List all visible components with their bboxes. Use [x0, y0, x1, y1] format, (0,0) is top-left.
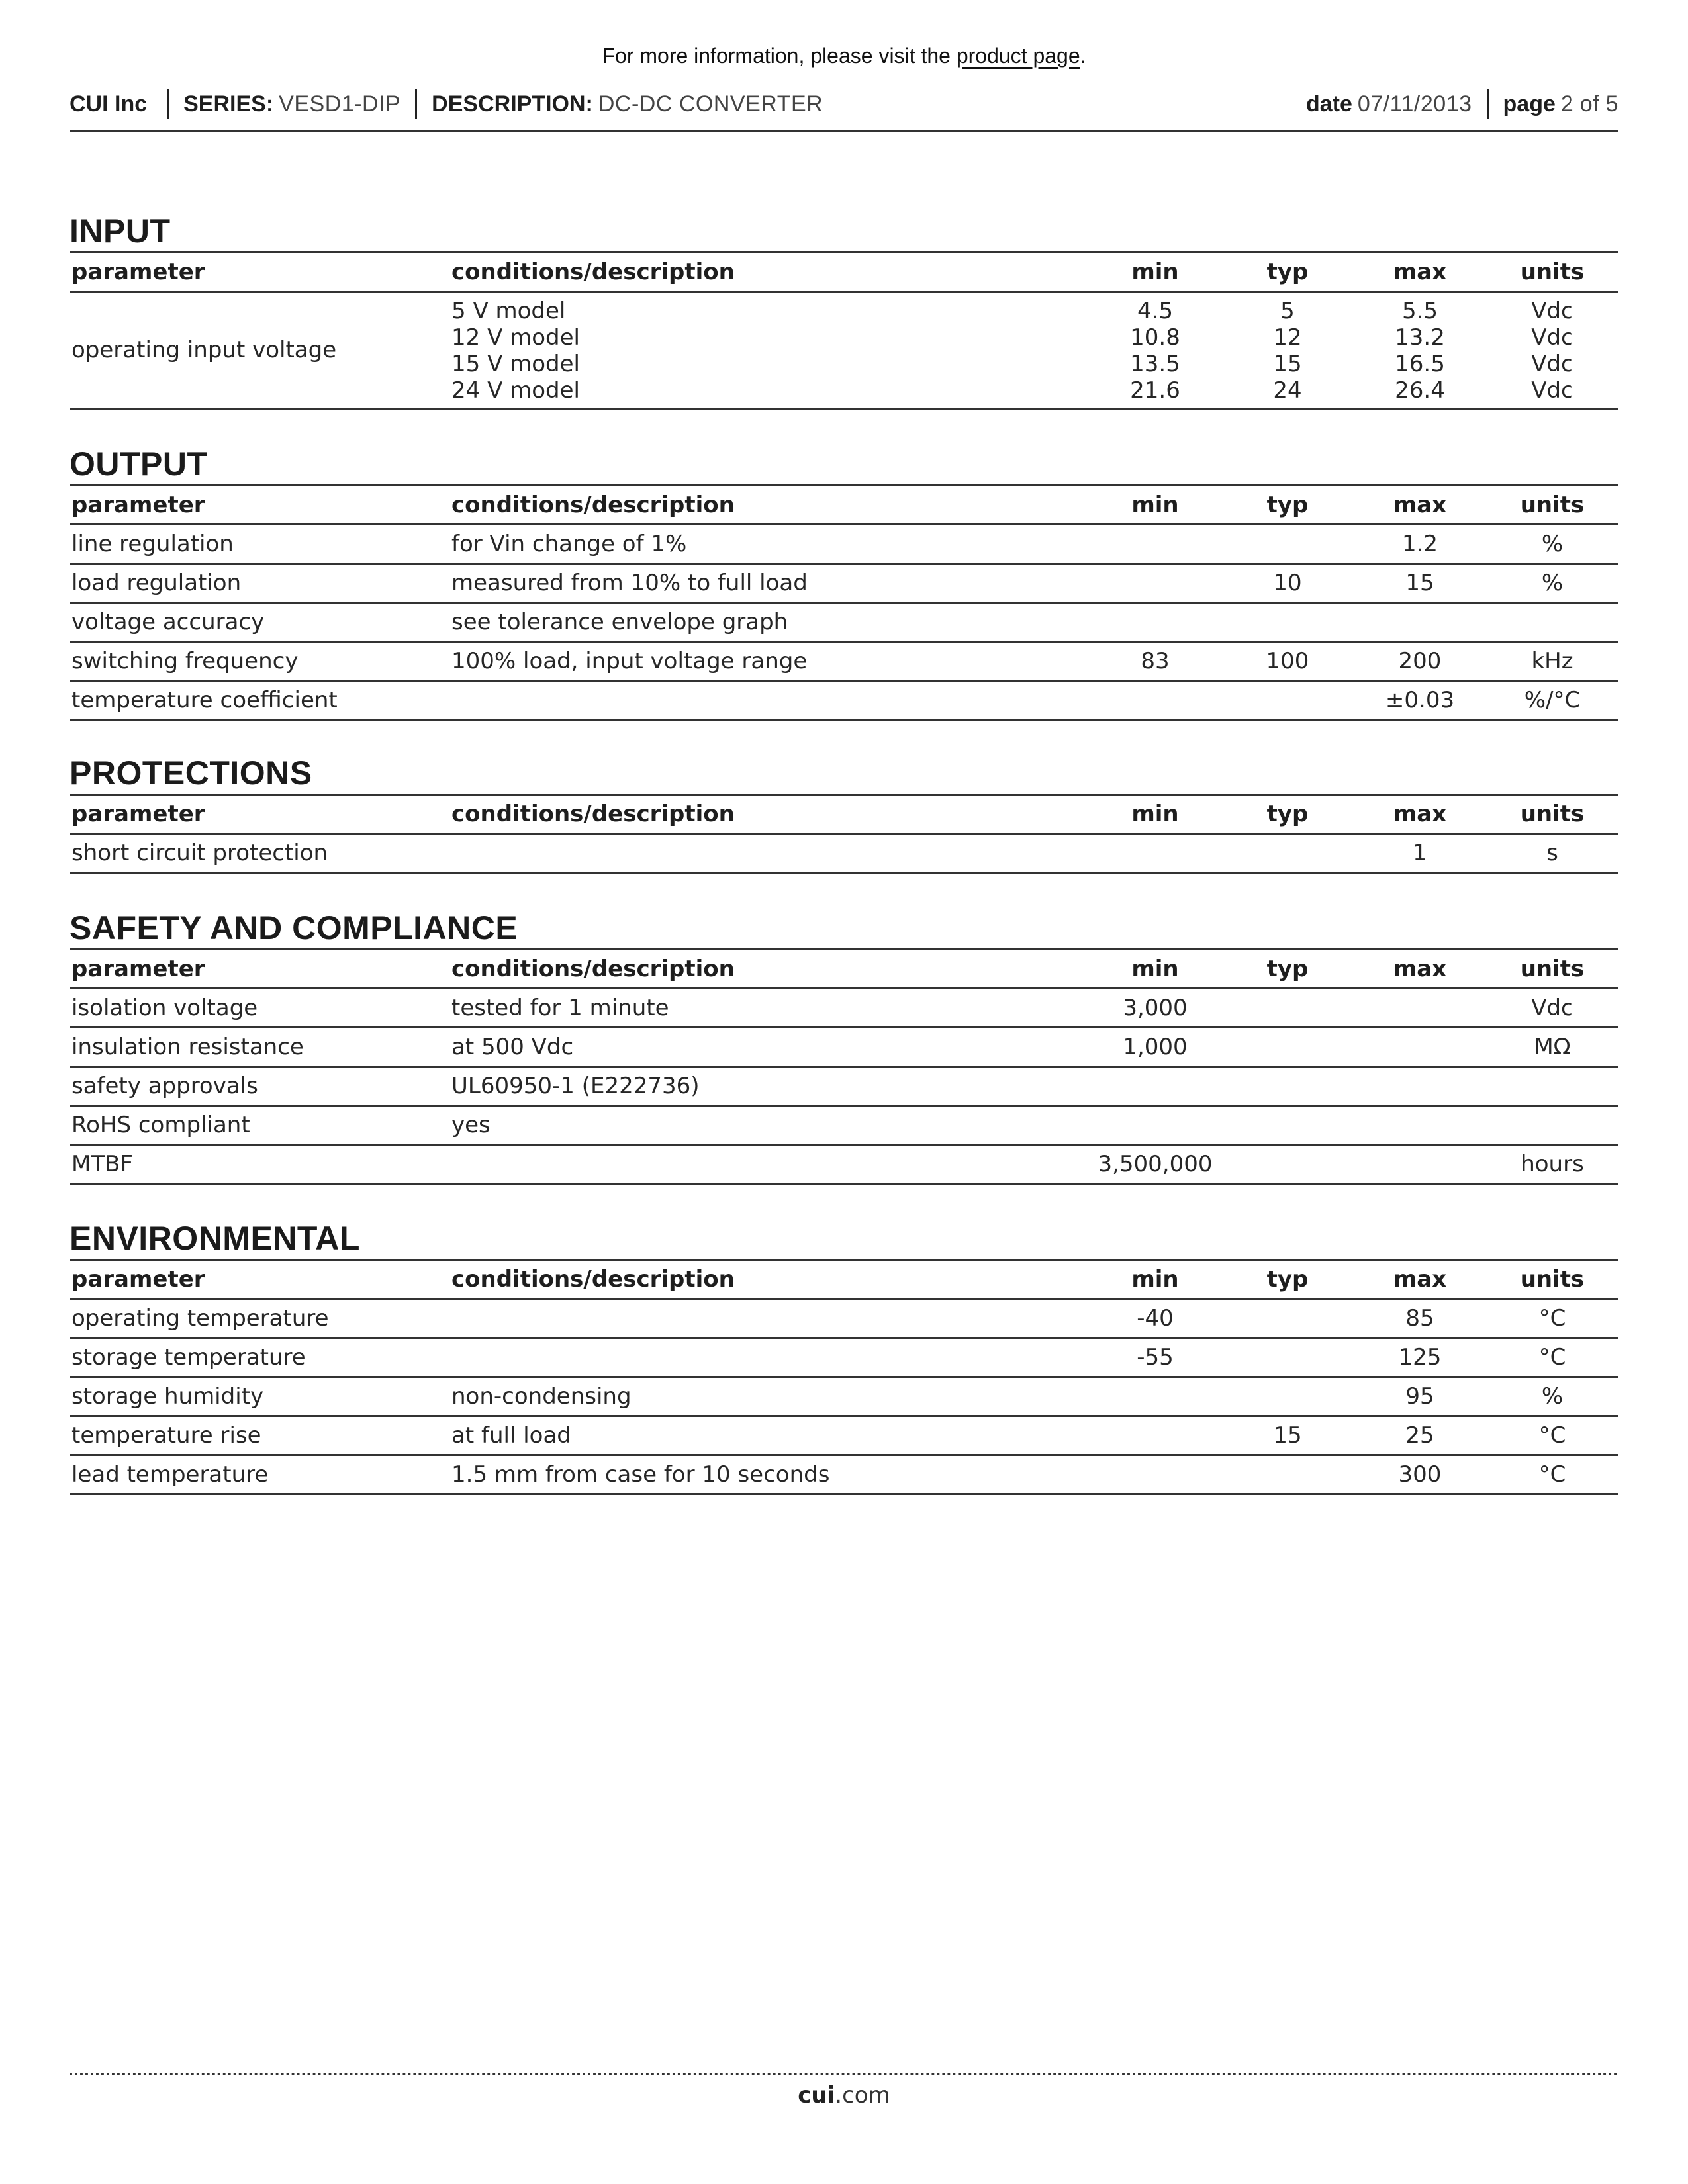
cell-conditions: non-condensing — [449, 1377, 1089, 1416]
cell-max — [1354, 603, 1486, 642]
company-name: CUI Inc — [70, 91, 148, 116]
footer-website[interactable] — [0, 2082, 1688, 2109]
cell-max — [1354, 1145, 1486, 1184]
table-row — [70, 525, 1618, 564]
cell-units: % — [1486, 525, 1618, 564]
table-header-row — [70, 795, 1618, 834]
cell-line: 24 — [1273, 377, 1302, 404]
cell-max — [1354, 989, 1486, 1028]
cell-min — [1089, 603, 1221, 642]
cell-units: % — [1486, 564, 1618, 603]
col-min: min — [1089, 486, 1221, 525]
page-label: page — [1503, 91, 1556, 116]
footer-divider — [70, 2073, 1618, 2075]
table-row — [70, 292, 1618, 409]
cell-max — [1354, 292, 1486, 409]
series-info — [183, 91, 400, 117]
cell-line: 24 V model — [451, 377, 581, 404]
product-info-prefix: For more information, please visit the — [602, 44, 957, 68]
cell-typ — [1221, 834, 1354, 873]
cell-conditions: see tolerance envelope graph — [449, 603, 1089, 642]
table-row — [70, 1028, 1618, 1067]
cell-line: 13.5 — [1130, 351, 1180, 377]
col-conditions: conditions/description — [449, 1260, 1089, 1299]
table-row — [70, 603, 1618, 642]
cell-units: % — [1486, 1377, 1618, 1416]
col-units: units — [1486, 795, 1618, 834]
table-row — [70, 1067, 1618, 1106]
cell-line: 5.5 — [1401, 298, 1438, 324]
cell-typ — [1221, 1106, 1354, 1145]
table-row — [70, 989, 1618, 1028]
cell-conditions — [449, 834, 1089, 873]
page-header — [70, 87, 1618, 132]
cell-parameter: switching frequency — [70, 642, 449, 681]
safety-table — [70, 948, 1618, 1185]
cell-parameter: RoHS compliant — [70, 1106, 449, 1145]
cell-conditions — [449, 681, 1089, 720]
cell-units: °C — [1486, 1416, 1618, 1455]
cell-min: 1,000 — [1089, 1028, 1221, 1067]
date-info — [1306, 91, 1472, 117]
series-label: SERIES: — [183, 91, 274, 116]
cell-parameter: MTBF — [70, 1145, 449, 1184]
cell-max: 125 — [1354, 1338, 1486, 1377]
col-parameter: parameter — [70, 950, 449, 989]
cell-parameter: short circuit protection — [70, 834, 449, 873]
cell-typ — [1221, 525, 1354, 564]
table-header-row — [70, 253, 1618, 292]
cell-max: 15 — [1354, 564, 1486, 603]
cell-parameter: lead temperature — [70, 1455, 449, 1494]
table-row — [70, 681, 1618, 720]
footer-site-rest: .com — [835, 2082, 890, 2109]
output-table — [70, 484, 1618, 721]
cell-parameter: operating input voltage — [70, 292, 449, 409]
cell-typ — [1221, 603, 1354, 642]
cell-min: 3,500,000 — [1089, 1145, 1221, 1184]
cell-max — [1354, 1028, 1486, 1067]
col-min: min — [1089, 950, 1221, 989]
col-max: max — [1354, 253, 1486, 292]
page-current: 2 — [1560, 91, 1574, 116]
cell-line: 10.8 — [1130, 324, 1180, 351]
cell-max: 300 — [1354, 1455, 1486, 1494]
col-units: units — [1486, 950, 1618, 989]
cell-line: 5 V model — [451, 298, 566, 324]
cell-conditions: 100% load, input voltage range — [449, 642, 1089, 681]
cell-min: 83 — [1089, 642, 1221, 681]
cell-line: Vdc — [1531, 324, 1573, 351]
cell-line: 16.5 — [1395, 351, 1445, 377]
cell-typ — [1221, 292, 1354, 409]
col-typ: typ — [1221, 950, 1354, 989]
cell-min — [1089, 525, 1221, 564]
page-info — [1503, 91, 1618, 117]
cell-conditions: yes — [449, 1106, 1089, 1145]
table-row — [70, 1377, 1618, 1416]
cell-min — [1089, 1106, 1221, 1145]
input-section — [70, 210, 1618, 410]
cell-min — [1089, 681, 1221, 720]
cell-line: 12 V model — [451, 324, 581, 351]
cell-units: s — [1486, 834, 1618, 873]
cell-max: 25 — [1354, 1416, 1486, 1455]
cell-conditions — [449, 1338, 1089, 1377]
cell-min: -40 — [1089, 1299, 1221, 1338]
cell-typ: 100 — [1221, 642, 1354, 681]
cell-max: ±0.03 — [1354, 681, 1486, 720]
cell-parameter: insulation resistance — [70, 1028, 449, 1067]
cell-max: 1 — [1354, 834, 1486, 873]
cell-units — [1486, 1106, 1618, 1145]
cell-line: 12 — [1273, 324, 1302, 351]
cell-units: °C — [1486, 1455, 1618, 1494]
cell-units: °C — [1486, 1299, 1618, 1338]
page-of: of — [1579, 91, 1600, 116]
col-conditions: conditions/description — [449, 950, 1089, 989]
col-units: units — [1486, 486, 1618, 525]
section-title: INPUT — [70, 212, 171, 250]
cell-conditions: measured from 10% to full load — [449, 564, 1089, 603]
output-section — [70, 443, 1618, 721]
description-label: DESCRIPTION: — [432, 91, 593, 116]
cell-conditions — [449, 1145, 1089, 1184]
cell-min — [1089, 564, 1221, 603]
date-value: 07/11/2013 — [1357, 91, 1472, 116]
cell-line: 26.4 — [1395, 377, 1445, 404]
col-units: units — [1486, 253, 1618, 292]
product-info-note — [0, 44, 1688, 68]
col-parameter: parameter — [70, 795, 449, 834]
header-divider — [167, 89, 169, 119]
cell-line: 13.2 — [1395, 324, 1445, 351]
cell-max — [1354, 1106, 1486, 1145]
col-min: min — [1089, 795, 1221, 834]
cell-line: 21.6 — [1130, 377, 1180, 404]
page-total: 5 — [1605, 91, 1618, 116]
table-header-row — [70, 950, 1618, 989]
cell-units: kHz — [1486, 642, 1618, 681]
cell-line: 15 V model — [451, 351, 581, 377]
table-row — [70, 564, 1618, 603]
cell-typ — [1221, 1145, 1354, 1184]
col-min: min — [1089, 1260, 1221, 1299]
cell-units — [1486, 603, 1618, 642]
section-title: PROTECTIONS — [70, 754, 312, 792]
cell-parameter: voltage accuracy — [70, 603, 449, 642]
cell-conditions: at 500 Vdc — [449, 1028, 1089, 1067]
cell-line: 4.5 — [1137, 298, 1174, 324]
cell-typ: 15 — [1221, 1416, 1354, 1455]
col-typ: typ — [1221, 795, 1354, 834]
cell-conditions: for Vin change of 1% — [449, 525, 1089, 564]
table-row — [70, 834, 1618, 873]
col-parameter: parameter — [70, 253, 449, 292]
cell-line: Vdc — [1531, 351, 1573, 377]
protections-section — [70, 752, 1618, 874]
cell-min — [1089, 1455, 1221, 1494]
col-parameter: parameter — [70, 486, 449, 525]
description-value: DC-DC CONVERTER — [598, 91, 823, 116]
cell-line: Vdc — [1531, 377, 1573, 404]
footer-site-bold: cui — [798, 2082, 835, 2109]
col-conditions: conditions/description — [449, 253, 1089, 292]
table-row — [70, 1145, 1618, 1184]
cell-min: 3,000 — [1089, 989, 1221, 1028]
col-conditions: conditions/description — [449, 795, 1089, 834]
date-label: date — [1305, 91, 1352, 116]
section-title: SAFETY AND COMPLIANCE — [70, 909, 518, 946]
cell-min — [1089, 1067, 1221, 1106]
cell-conditions: 1.5 mm from case for 10 seconds — [449, 1455, 1089, 1494]
cell-units: %/°C — [1486, 681, 1618, 720]
cell-parameter: isolation voltage — [70, 989, 449, 1028]
cell-min — [1089, 292, 1221, 409]
section-title: OUTPUT — [70, 445, 208, 482]
cell-typ: 10 — [1221, 564, 1354, 603]
col-typ: typ — [1221, 1260, 1354, 1299]
environmental-section — [70, 1218, 1618, 1495]
cell-max: 200 — [1354, 642, 1486, 681]
cell-conditions — [449, 292, 1089, 409]
input-table — [70, 251, 1618, 410]
environmental-table — [70, 1259, 1618, 1495]
cell-parameter: storage humidity — [70, 1377, 449, 1416]
col-max: max — [1354, 1260, 1486, 1299]
cell-typ — [1221, 681, 1354, 720]
header-divider — [1487, 89, 1489, 119]
cell-min — [1089, 1416, 1221, 1455]
cell-parameter: load regulation — [70, 564, 449, 603]
cell-units: Vdc — [1486, 989, 1618, 1028]
table-row — [70, 1299, 1618, 1338]
table-row — [70, 1416, 1618, 1455]
col-min: min — [1089, 253, 1221, 292]
col-conditions: conditions/description — [449, 486, 1089, 525]
cell-parameter: safety approvals — [70, 1067, 449, 1106]
cell-typ — [1221, 1338, 1354, 1377]
table-row — [70, 642, 1618, 681]
col-max: max — [1354, 950, 1486, 989]
col-max: max — [1354, 795, 1486, 834]
cell-conditions: tested for 1 minute — [449, 989, 1089, 1028]
cell-units — [1486, 1067, 1618, 1106]
cell-parameter: line regulation — [70, 525, 449, 564]
table-header-row — [70, 1260, 1618, 1299]
cell-units: MΩ — [1486, 1028, 1618, 1067]
product-info-suffix: . — [1080, 44, 1086, 68]
cell-parameter: temperature coefficient — [70, 681, 449, 720]
cell-typ — [1221, 1299, 1354, 1338]
cell-conditions: UL60950-1 (E222736) — [449, 1067, 1089, 1106]
cell-line: 15 — [1273, 351, 1302, 377]
protections-table — [70, 794, 1618, 874]
col-parameter: parameter — [70, 1260, 449, 1299]
cell-units: hours — [1486, 1145, 1618, 1184]
cell-max: 1.2 — [1354, 525, 1486, 564]
col-max: max — [1354, 486, 1486, 525]
cell-conditions: at full load — [449, 1416, 1089, 1455]
cell-typ — [1221, 989, 1354, 1028]
cell-min — [1089, 834, 1221, 873]
cell-units — [1486, 292, 1618, 409]
cell-min — [1089, 1377, 1221, 1416]
table-header-row — [70, 486, 1618, 525]
safety-section — [70, 907, 1618, 1185]
cell-max: 95 — [1354, 1377, 1486, 1416]
table-row — [70, 1106, 1618, 1145]
cell-typ — [1221, 1028, 1354, 1067]
cell-parameter: operating temperature — [70, 1299, 449, 1338]
table-row — [70, 1338, 1618, 1377]
cell-parameter: storage temperature — [70, 1338, 449, 1377]
cell-parameter: temperature rise — [70, 1416, 449, 1455]
cell-units: °C — [1486, 1338, 1618, 1377]
product-page-link[interactable]: product page — [956, 44, 1080, 68]
table-row — [70, 1455, 1618, 1494]
col-typ: typ — [1221, 253, 1354, 292]
cell-max: 85 — [1354, 1299, 1486, 1338]
series-value: VESD1-DIP — [279, 91, 401, 116]
col-typ: typ — [1221, 486, 1354, 525]
cell-line: 5 — [1280, 298, 1295, 324]
section-title: ENVIRONMENTAL — [70, 1220, 360, 1257]
description-info — [432, 91, 823, 117]
cell-line: Vdc — [1531, 298, 1573, 324]
cell-conditions — [449, 1299, 1089, 1338]
cell-typ — [1221, 1377, 1354, 1416]
cell-typ — [1221, 1067, 1354, 1106]
cell-typ — [1221, 1455, 1354, 1494]
cell-min: -55 — [1089, 1338, 1221, 1377]
col-units: units — [1486, 1260, 1618, 1299]
cell-max — [1354, 1067, 1486, 1106]
header-divider — [415, 89, 417, 119]
